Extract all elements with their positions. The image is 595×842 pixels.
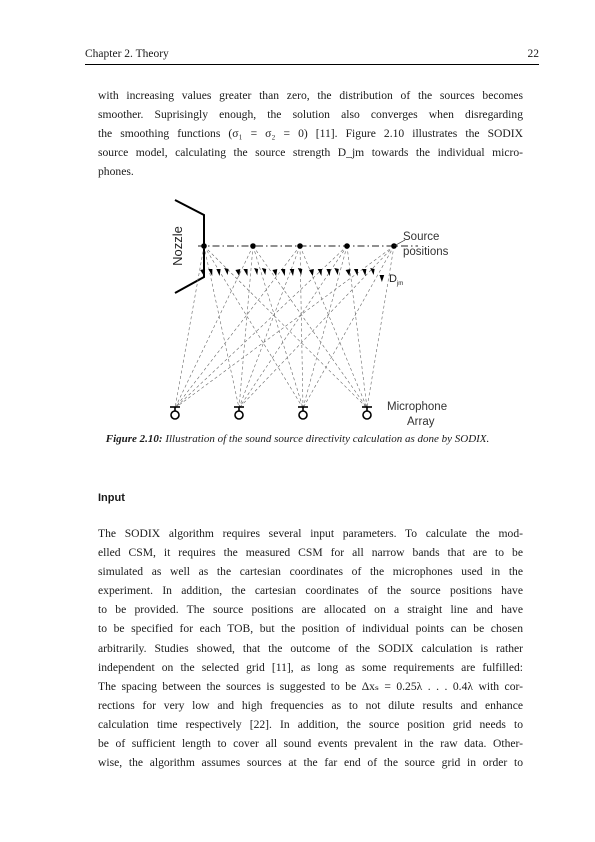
mic-label-line2: Array [407,416,435,428]
source-label-line1: Source [403,231,440,243]
text-line: calculation time respectively [22]. In addition, the source position grid needs to [98,717,523,731]
source-point [201,243,207,249]
text-line: to be specified for each TOB, but the position of individual points can be chosen [98,622,523,636]
microphone-icon [298,407,308,419]
microphone-icons [170,407,372,419]
djm-label: $D_{jm}$ [389,273,404,287]
running-header [85,48,539,65]
chapter-title: Chapter 2. Theory [85,48,169,60]
text-line: rections for very low and high frequencies as to not dilute results and enhance [98,698,523,712]
nozzle-label: Nozzle [170,226,185,266]
text-line: with increasing values greater than zero, the distribution of the sources becomes [98,89,523,102]
page-number: 22 [527,48,539,60]
microphone-icon [362,407,372,419]
djm-arrow-head [380,275,385,282]
text-line: to be provided. The source positions are allocated on a straight line and have [98,603,523,617]
source-label-line2: positions [403,246,449,258]
source-point [250,243,256,249]
text-line: simulated as well as the cartesian coordinates of the microphones used in the [98,565,523,579]
text-line: source model, calculating the source strength D_jm towards the individual micro- [98,146,523,160]
source-point [344,243,350,249]
microphone-icon [170,407,180,419]
body-paragraph [98,524,523,772]
text-line: the smoothing functions (σ₁ = σ₂ = 0) [11]. Figure 2.10 illustrates the SODIX [98,127,523,141]
text-line: be of sufficient length to cover all sound events prevalent in the raw data. Other- [98,737,523,751]
text-line: elled CSM, it requires the measured CSM for all narrow bands that are to be [98,546,523,560]
text-line: The SODIX algorithm requires several input parameters. To calculate the mod- [98,527,523,540]
figure-caption [0,433,595,445]
text-line: arbitrarily. Studies showed, that the outcome of the SODIX calculation is rather [98,641,523,655]
figure-caption-text: Illustration of the sound source directivity calculation as done by SODIX. [162,433,490,445]
text-line: phones. [98,165,134,179]
intro-paragraph [98,86,523,181]
microphone-icon [234,407,244,419]
source-point [297,243,303,249]
text-line: wise, the algorithm assumes sources at the far end of the source grid in order to [98,756,523,770]
figure-caption-number: Figure 2.10: [105,433,163,445]
text-line: experiment. In addition, the cartesian coordinates of the source positions have [98,584,523,598]
arrow-heads [200,268,374,276]
text-line: independent on the selected grid [11], as long as some requirements are fulfilled: [98,660,523,674]
text-line: smoother. Suprisingly enough, the solution also converges when disregarding [98,108,523,122]
text-line: The spacing between the sources is suggested to be Δxₛ = 0.25λ . . . 0.4λ with cor- [98,679,523,693]
sodix-figure [160,185,470,430]
mic-label-line1: Microphone [387,401,448,413]
section-heading: Input [98,492,125,504]
